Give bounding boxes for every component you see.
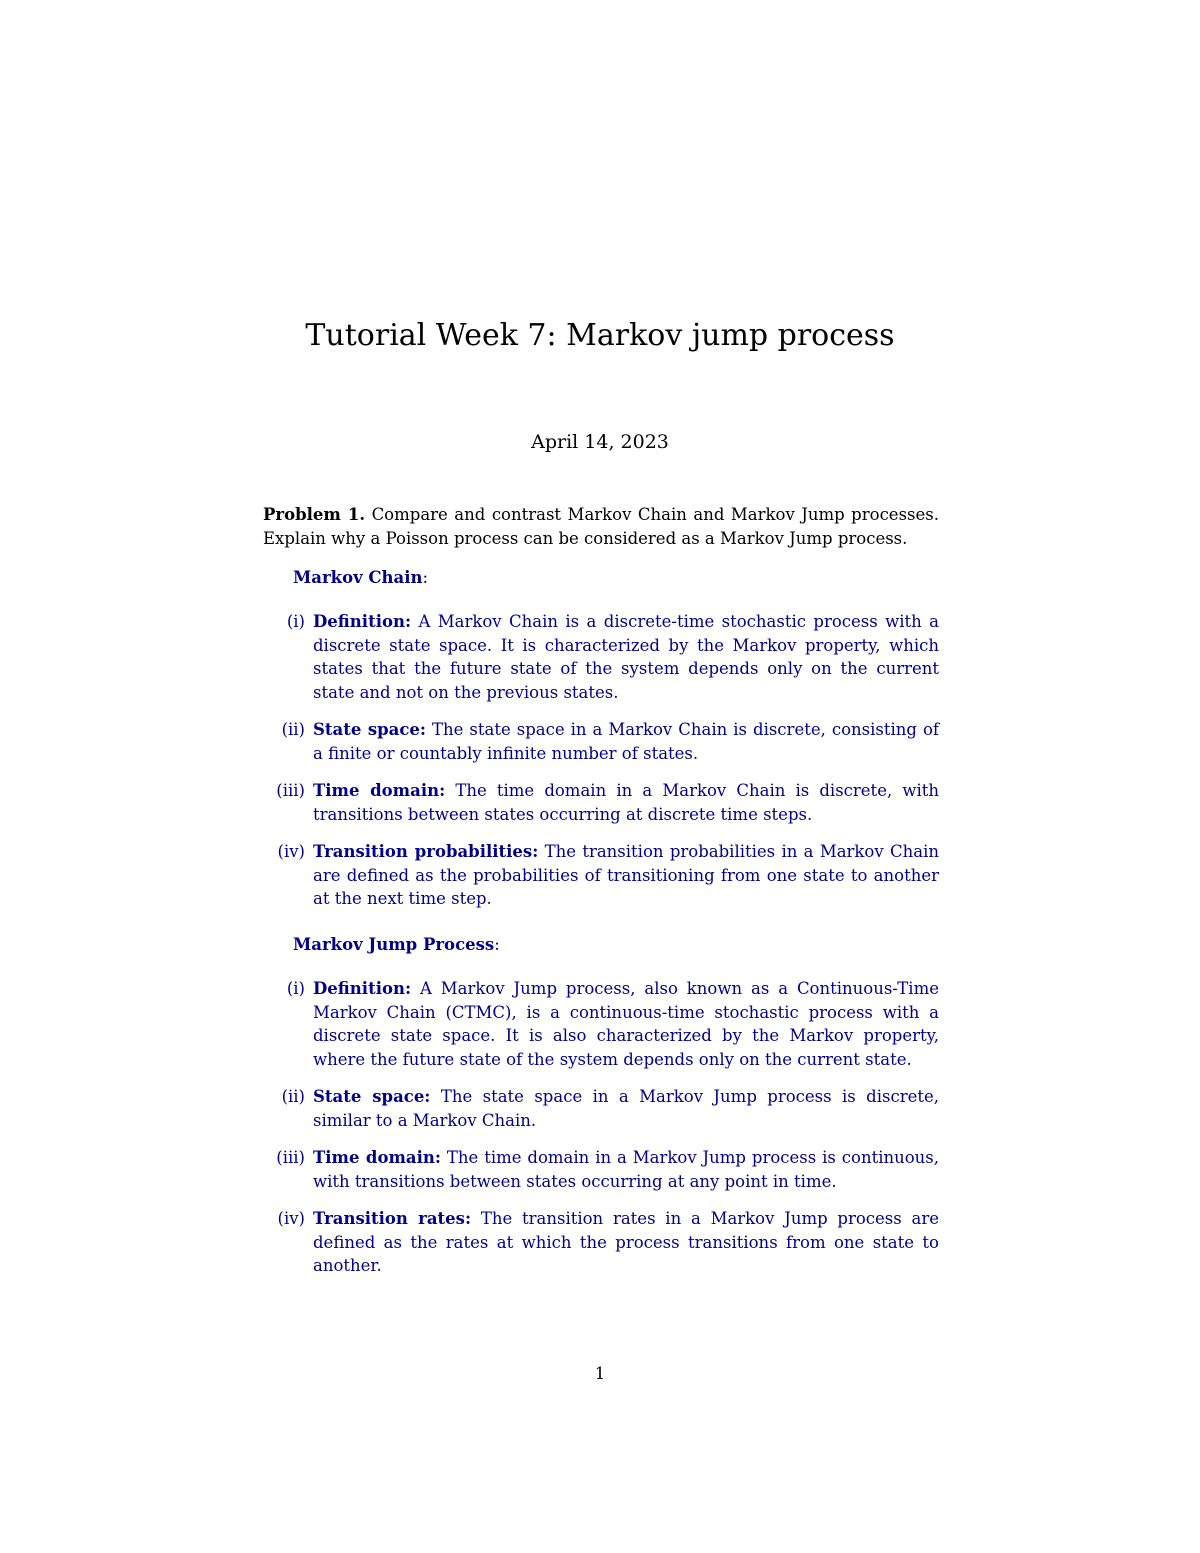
item-number: (ii) [281,1087,305,1106]
list-item [263,840,939,911]
item-term: Time domain: [313,781,446,800]
item-number: (iii) [276,1148,305,1167]
markov-chain-heading [293,566,428,590]
item-number: (iii) [276,781,305,800]
problem-text: Compare and contrast Markov Chain and Markov Jump processes. Explain why a Poisson process can be considered as a Markov Jump process. [263,505,939,548]
page-number: 1 [594,1364,606,1383]
item-term: Transition rates: [313,1209,472,1228]
item-number: (iv) [277,842,305,861]
item-term: Definition: [313,612,412,631]
item-number: (iv) [277,1209,305,1228]
item-number: (ii) [281,720,305,739]
document-date: April 14, 2023 [531,431,669,453]
list-item [263,1085,939,1132]
list-item [263,1146,939,1193]
item-term: Definition: [313,979,412,998]
item-term: Transition probabilities: [313,842,539,861]
list-item [263,977,939,1071]
problem-statement [263,503,939,551]
item-text: The time domain in a Markov Jump process is continuous, with transitions between states occurring at any point in time. [313,1148,940,1191]
item-number: (i) [286,612,305,631]
item-text: The transition rates in a Markov Jump process are defined as the rates at which the process transitions from one state to another. [313,1209,939,1275]
list-item [263,718,939,765]
document-title: Tutorial Week 7: Markov jump process [305,318,895,353]
list-item [263,779,939,826]
markov-jump-heading-text: Markov Jump Process [293,935,495,954]
item-text: The time domain in a Markov Chain is discrete, with transitions between states occurring at discrete time steps. [313,781,939,824]
item-number: (i) [286,979,305,998]
markov-chain-list [263,610,939,925]
item-term: State space: [313,720,427,739]
item-text: A Markov Chain is a discrete-time stochastic process with a discrete state space. It is characterized by the Markov property, which states that the future state of the system depends only on the current state and not on the previous states. [313,612,939,702]
item-term: State space: [313,1087,431,1106]
item-text: A Markov Jump process, also known as a Continuous-Time Markov Chain (CTMC), is a continuous-time stochastic process with a discrete state space. It is also characterized by the Markov property, where the future state of the system depends only on the current state. [313,979,939,1069]
item-text: The state space in a Markov Jump process is discrete, similar to a Markov Chain. [313,1087,939,1130]
problem-label: Problem 1. [263,505,366,524]
markov-jump-heading-suffix: : [494,935,500,954]
markov-chain-heading-text: Markov Chain [293,568,423,587]
markov-jump-list [263,977,939,1292]
list-item [263,1207,939,1278]
markov-chain-heading-suffix: : [422,568,429,587]
item-text: The state space in a Markov Chain is discrete, consisting of a finite or countably infinite number of states. [313,720,940,763]
item-text: The transition probabilities in a Markov Chain are defined as the probabilities of transitioning from one state to another at the next time step. [313,842,939,908]
markov-jump-heading [293,933,500,957]
list-item [263,610,939,704]
item-term: Time domain: [313,1148,441,1167]
